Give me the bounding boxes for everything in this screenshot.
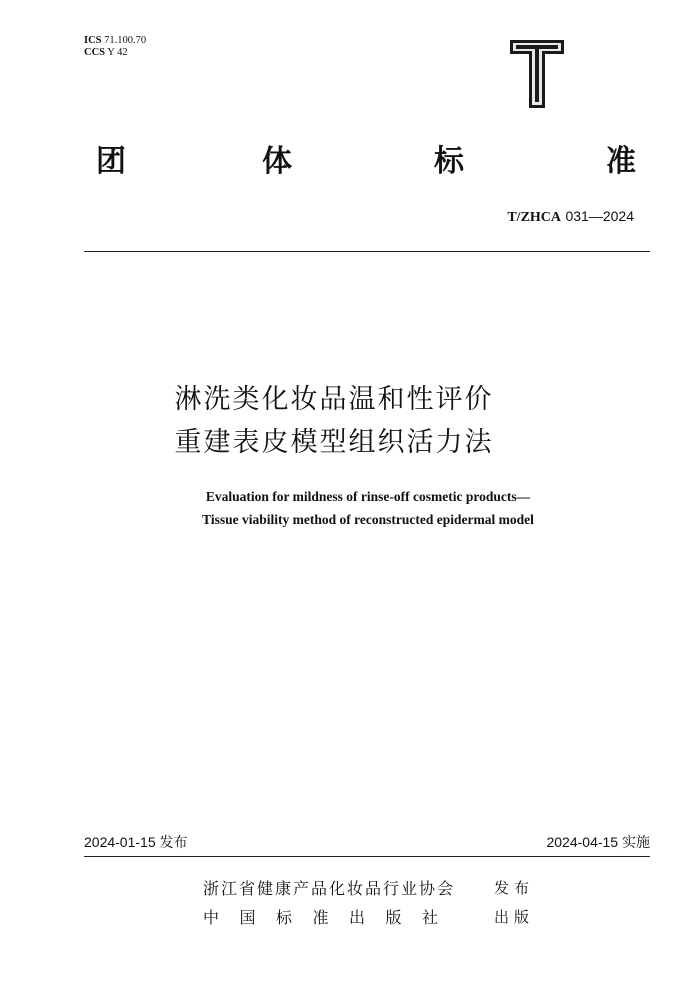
ccs-label: CCS [84,47,106,58]
chinese-title-line1: 淋洗类化妆品温和性评价 [174,384,494,415]
english-title-line1: Evaluation for mildness of rinse-off cosmetic products— [205,489,531,504]
chinese-title-line2: 重建表皮模型组织活力法 [174,427,494,458]
t-logo-icon [508,38,566,110]
standard-number [507,208,634,226]
issue-date: 2024-01-15 发布 [84,834,188,850]
press-role: 出版 [494,908,535,926]
issuer-name: 浙江省健康产品化妆品行业协会 [203,879,456,898]
english-title-line2: Tissue viability method of reconstructed epidermal model [202,512,534,527]
standard-number-value: 031—2024 [565,208,634,224]
top-divider [84,251,650,252]
ccs-value: Y 42 [107,47,128,58]
implementation-date: 2024-04-15 实施 [546,834,650,850]
ics-value: 71.100.70 [104,35,147,46]
ccs-code [84,47,146,59]
ics-code [84,35,146,47]
standard-type-heading [96,142,640,182]
press-name: 中国标准出版社 [203,908,459,927]
standard-type-char: 准 [606,144,636,179]
standard-type-char: 团 [96,144,126,179]
standard-type-char: 标 [434,144,464,179]
classification-codes [84,35,146,59]
issuer-role: 发布 [494,879,535,897]
standard-type-char: 体 [262,144,292,179]
ics-label: ICS [84,35,102,46]
standard-number-prefix: T/ZHCA [507,210,562,225]
bottom-divider [84,856,650,857]
